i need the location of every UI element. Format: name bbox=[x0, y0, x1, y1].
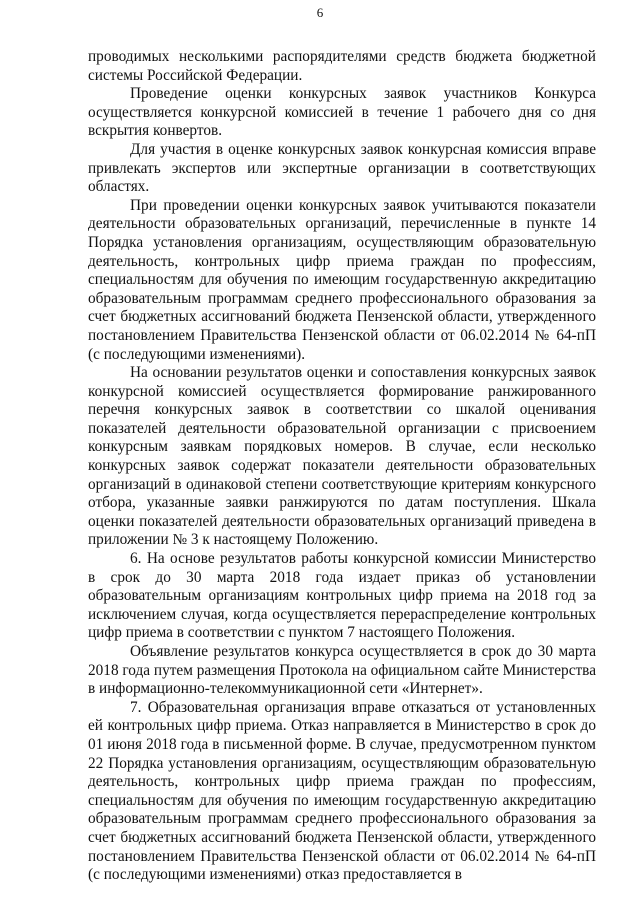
page-number: 6 bbox=[316, 5, 324, 20]
body-text bbox=[88, 48, 596, 885]
paragraph: Объявление результатов конкурса осуществляется в срок до 30 марта 2018 года путем размещения Протокола на официальном сайте Министерства в информационно-телекоммуникационной сети «Интернет». bbox=[88, 643, 596, 698]
paragraph-continuation: проводимых несколькими распорядителями средств бюджета бюджетной системы Российской Федерации. bbox=[88, 48, 596, 84]
paragraph: Для участия в оценке конкурсных заявок конкурсная комиссия вправе привлекать экспертов или экспертные организации в соответствующих областях. bbox=[88, 140, 596, 196]
paragraph: 7. Образовательная организация вправе отказаться от установленных ей контрольных цифр приема. Отказ направляется в Министерство в срок до 01 июня 2018 года в письменной форме. В случае, предусмотренном пунктом 22 Порядка установления организациям, осуществляющим образовательную деятельность, контрольных цифр приема граждан по профессиям, специальностям для обучения по имеющим государственную аккредитацию образовательным программам среднего профессионального образования за счет бюджетных ассигнований бюджета Пензенской области, утвержденного постановлением Правительства Пензенской области от 06.02.2014 № 64-пП (с последующими изменениями) отказ предоставляется в bbox=[88, 698, 596, 884]
paragraph: Проведение оценки конкурсных заявок участников Конкурса осуществляется конкурсной комиссией в течение 1 рабочего дня со дня вскрытия конвертов. bbox=[88, 85, 596, 140]
paragraph: На основании результатов оценки и сопоставления конкурсных заявок конкурсной комиссией осуществляется формирование ранжированного перечня конкурсных заявок в соответствии со шкалой оценивания показателей деятельности образовательной организации с присвоением конкурсным заявкам порядковых номеров. В случае, если несколько конкурсных заявок содержат показатели деятельности образовательных организаций в одинаковой степени соответствующие критериям конкурсного отбора, указанные заявки ранжируются по датам поступления. Шкала оценки показателей деятельности образовательных организаций приведена в приложении № 3 к настоящему Положению. bbox=[88, 364, 596, 549]
paragraph: При проведении оценки конкурсных заявок учитываются показатели деятельности образовательных организаций, перечисленные в пункте 14 Порядка установления организациям, осуществляющим образовательную деятельность, контрольных цифр приема граждан по профессиям, специальностям для обучения по имеющим государственную аккредитацию образовательным программам среднего профессионального образования за счет бюджетных ассигнований бюджета Пензенской области, утвержденного постановлением Правительства Пензенской области от 06.02.2014 № 64-пП (с последующими изменениями). bbox=[88, 196, 596, 363]
paragraph: 6. На основе результатов работы конкурсной комиссии Министерство в срок до 30 марта 2018 года издает приказ об установлении образовательным организациям контрольных цифр приема на 2018 год за исключением случая, когда осуществляется перераспределение контрольных цифр приема в соответствии с пунктом 7 настоящего Положения. bbox=[88, 550, 596, 642]
